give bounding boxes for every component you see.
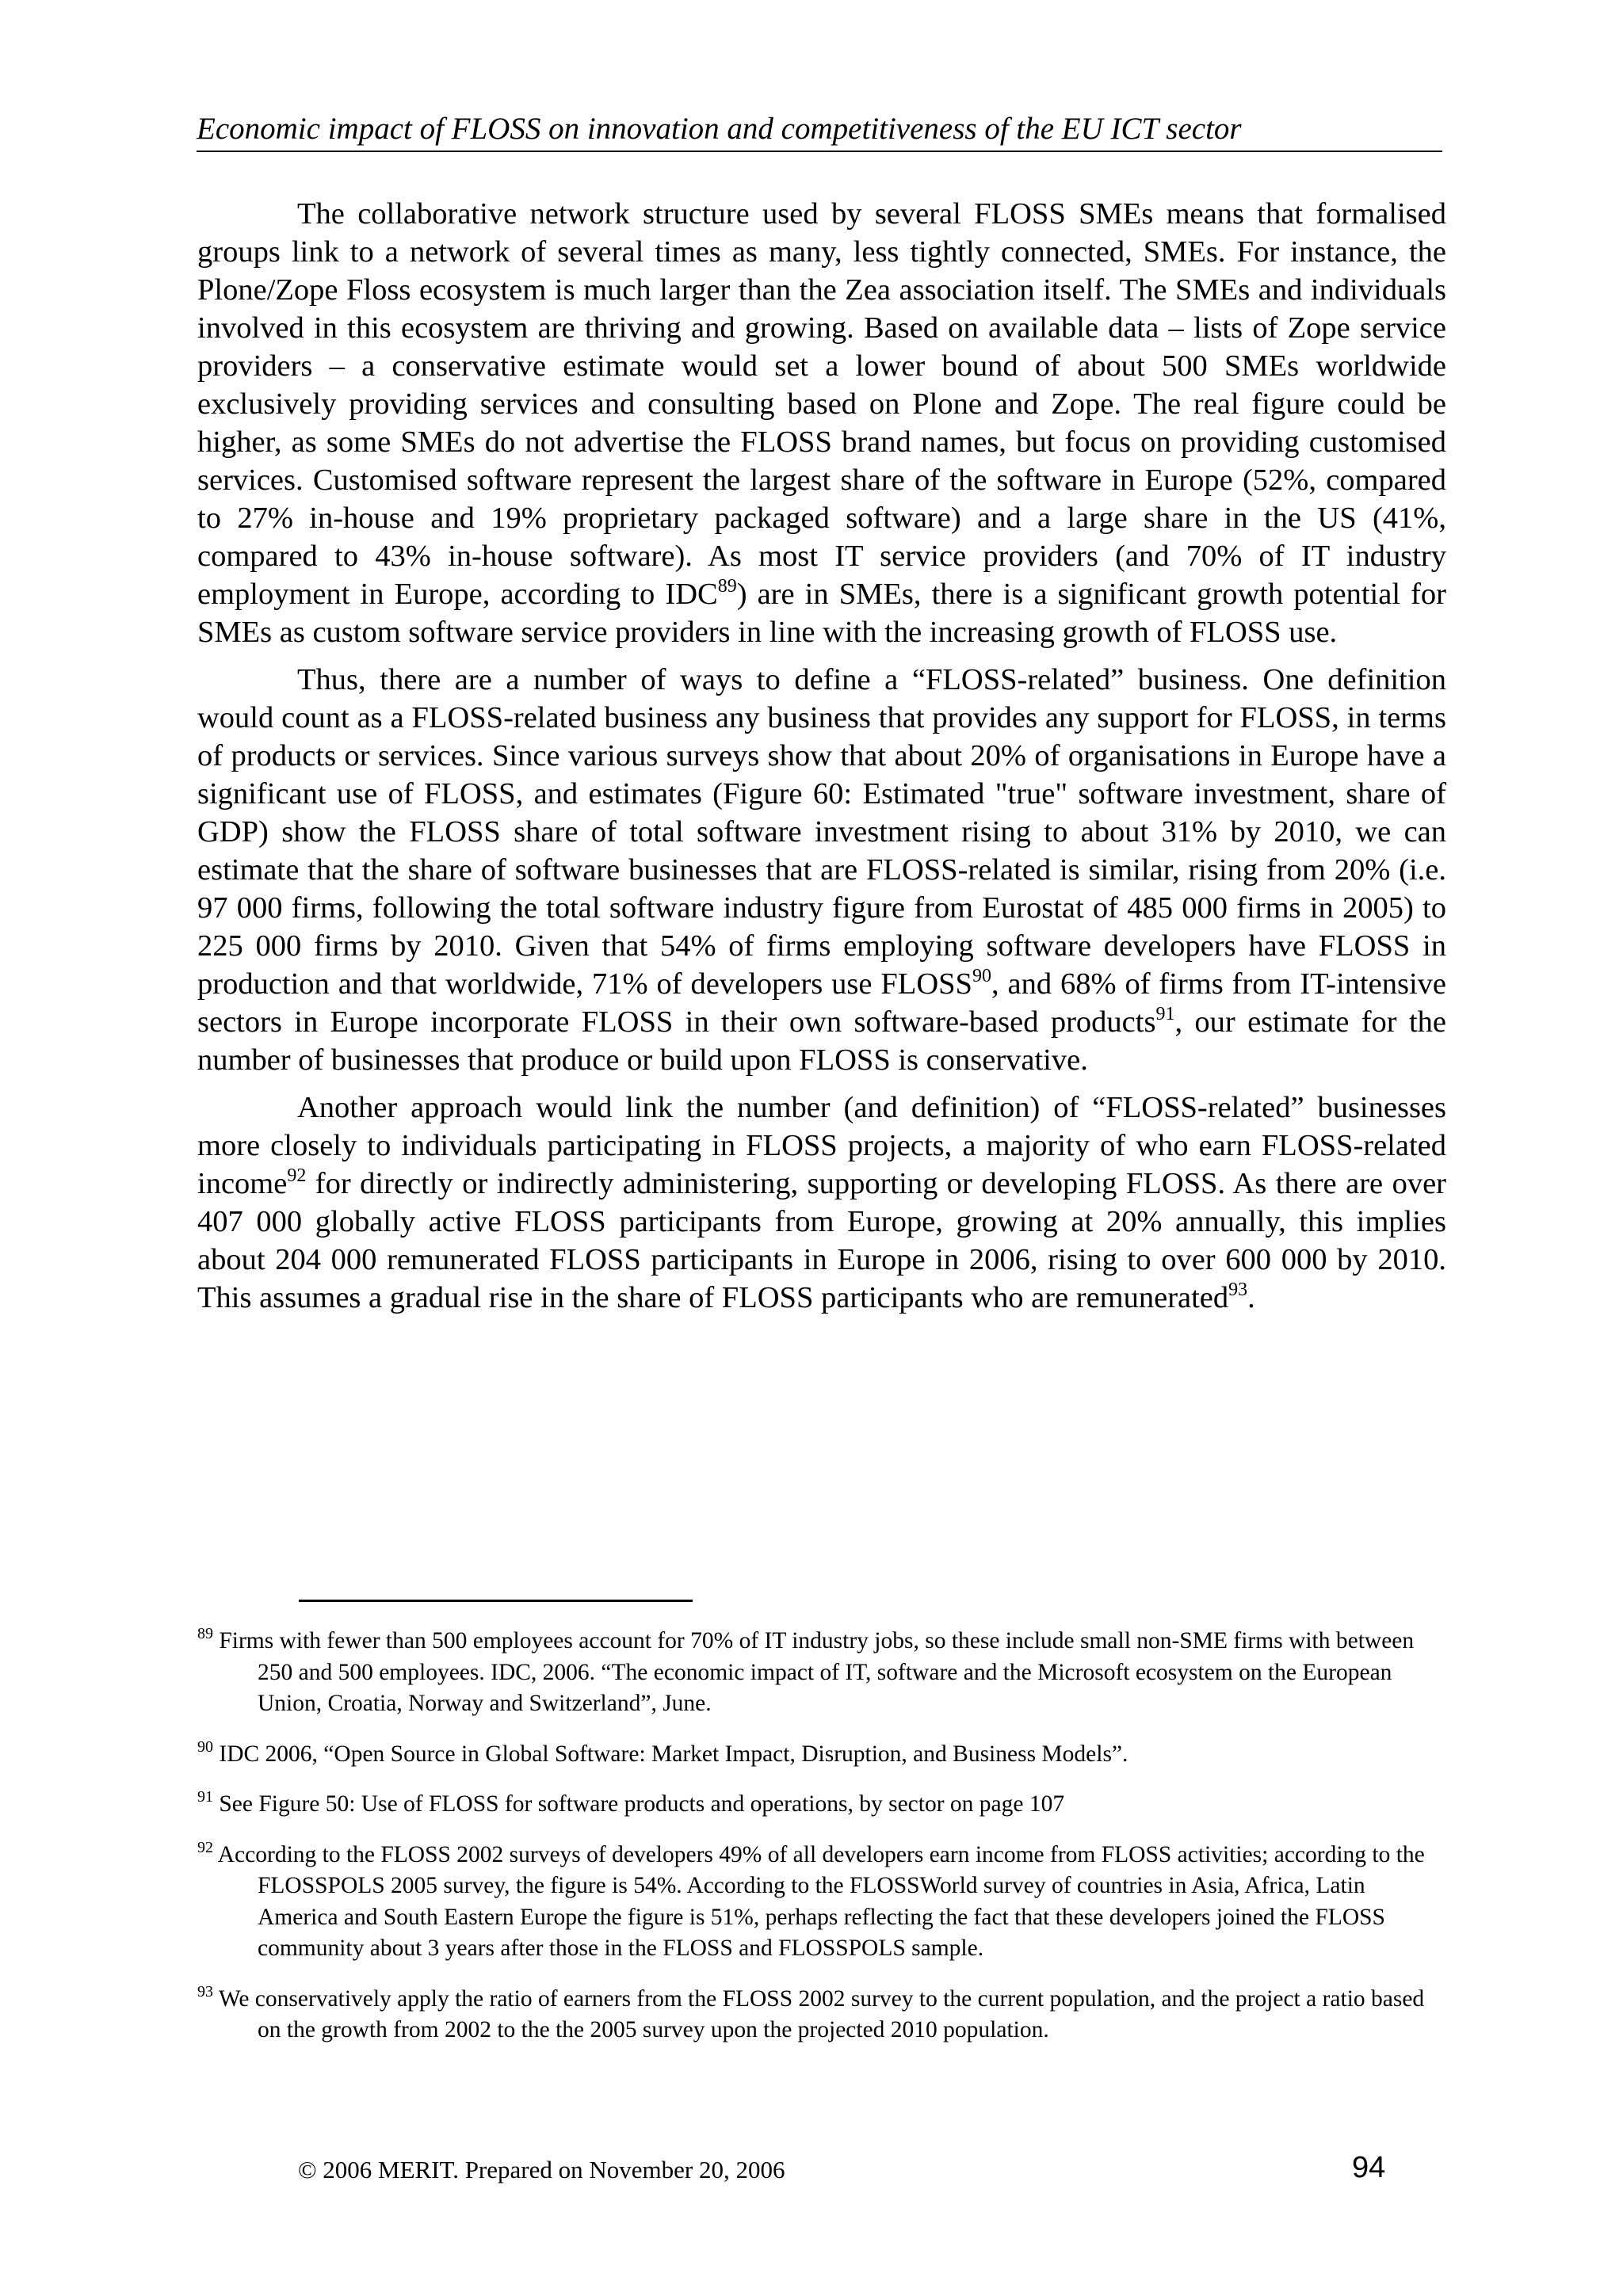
paragraph-3-text-a: Another approach would link the number (and definition) of “FLOSS-related” businesses more closely to individuals participating in FLOSS projects, a majority of who earn FLOSS-related income xyxy=(197,1091,1446,1200)
footnote-separator xyxy=(299,1600,693,1602)
footnote-text: According to the FLOSS 2002 surveys of developers 49% of all developers earn income from FLOSS activities; according to the FLOSSPOLS 2005 survey, the figure is 54%. According to the FLOSSWorld survey of countries in Asia, Africa, Latin America and South Eastern Europe the figure is 51%, perhaps reflecting the fact that these developers joined the FLOSS community about 3 years after those in the FLOSS and FLOSSPOLS sample. xyxy=(217,1841,1425,1961)
footnote-text: IDC 2006, “Open Source in Global Software: Market Impact, Disruption, and Business Models”. xyxy=(219,1741,1128,1767)
footnote-ref-92[interactable]: 92 xyxy=(287,1165,307,1186)
footnote-number: 93 xyxy=(197,1982,213,2000)
footnote-text: We conservatively apply the ratio of earners from the FLOSS 2002 survey to the current population, and the project a ratio based on the growth from 2002 to the the 2005 survey upon the projected 2010 population. xyxy=(218,1985,1425,2042)
page-number: 94 xyxy=(1352,2151,1386,2184)
footnote-89 xyxy=(197,1626,1446,1720)
footnote-text: See Figure 50: Use of FLOSS for software products and operations, by sector on page 107 xyxy=(219,1791,1065,1817)
footnotes xyxy=(197,1626,1446,2065)
footer-copyright: © 2006 MERIT. Prepared on November 20, 2006 xyxy=(298,2156,785,2183)
footnote-number: 91 xyxy=(197,1788,213,1806)
footnote-ref-91[interactable]: 91 xyxy=(1155,1004,1175,1024)
footnote-text: Firms with fewer than 500 employees account for 70% of IT industry jobs, so these include small non-SME firms with between 250 and 500 employees. IDC, 2006. “The economic impact of IT, software and the Microsoft ecosystem on the European Union, Croatia, Norway and Switzerland”, June. xyxy=(219,1628,1415,1716)
footnote-ref-93[interactable]: 93 xyxy=(1228,1280,1248,1300)
body-text xyxy=(197,195,1446,1326)
footnote-number: 92 xyxy=(197,1838,213,1856)
footnote-number: 89 xyxy=(197,1625,213,1642)
paragraph-2-text-c: , our estimate for the number of businesses that produce or build upon FLOSS is conservative. xyxy=(197,1005,1447,1077)
paragraph-2-text-b: , and 68% of firms from IT-intensive sectors in Europe incorporate FLOSS in their own software-based products xyxy=(197,967,1446,1039)
footnote-91 xyxy=(197,1789,1446,1821)
footnote-93 xyxy=(197,1984,1446,2046)
paragraph-3 xyxy=(197,1089,1446,1317)
paragraph-2 xyxy=(197,661,1446,1079)
footnote-number: 90 xyxy=(197,1737,213,1756)
paragraph-1-text-a: The collaborative network structure used by several FLOSS SMEs means that formalised groups link to a network of several times as many, less tightly connected, SMEs. For instance, the Plone/Zope Floss ecosystem is much larger than the Zea association itself. The SMEs and individuals involved in this ecosystem are thriving and growing. Based on available data – lists of Zope service providers – a conservative estimate would set a lower bound of about 500 SMEs worldwide exclusively providing services and consulting based on Plone and Zope. The real figure could be higher, as some SMEs do not advertise the FLOSS brand names, but focus on providing customised services. Customised software represent the largest share of the software in Europe (52%, compared to 27% in-house and 19% proprietary packaged software) and a large share in the US (41%, compared to 43% in-house software). As most IT service providers (and 70% of IT industry employment in Europe, according to IDC xyxy=(197,197,1446,611)
paragraph-2-text-a: Thus, there are a number of ways to define a “FLOSS-related” business. One definition would count as a FLOSS-related business any business that provides any support for FLOSS, in terms of products or services. Since various surveys show that about 20% of organisations in Europe have a significant use of FLOSS, and estimates (Figure 60: Estimated "true" software investment, share of GDP) show the FLOSS share of total software investment rising to about 31% by 2010, we can estimate that the share of software businesses that are FLOSS-related is similar, rising from 20% (i.e. 97 000 firms, following the total software industry figure from Eurostat of 485 000 firms in 2005) to 225 000 firms by 2010. Given that 54% of firms employing software developers have FLOSS in production and that worldwide, 71% of developers use FLOSS xyxy=(197,663,1446,1001)
paragraph-3-text-b: for directly or indirectly administering, supporting or developing FLOSS. As there are over 407 000 globally active FLOSS participants from Europe, growing at 20% annually, this implies about 204 000 remunerated FLOSS participants in Europe in 2006, rising to over 600 000 by 2010. This assumes a gradual rise in the share of FLOSS participants who are remunerated xyxy=(197,1167,1446,1314)
paragraph-1 xyxy=(197,195,1446,651)
footnote-ref-90[interactable]: 90 xyxy=(972,966,991,986)
footnote-92 xyxy=(197,1840,1446,1965)
footnote-ref-89[interactable]: 89 xyxy=(717,576,737,597)
running-header: Economic impact of FLOSS on innovation and competitiveness of the EU ICT sector xyxy=(197,109,1442,152)
paragraph-3-text-c: . xyxy=(1247,1281,1255,1314)
footnote-90 xyxy=(197,1739,1446,1771)
paragraph-1-text-b: ) are in SMEs, there is a significant growth potential for SMEs as custom software service providers in line with the increasing growth of FLOSS use. xyxy=(197,578,1446,649)
